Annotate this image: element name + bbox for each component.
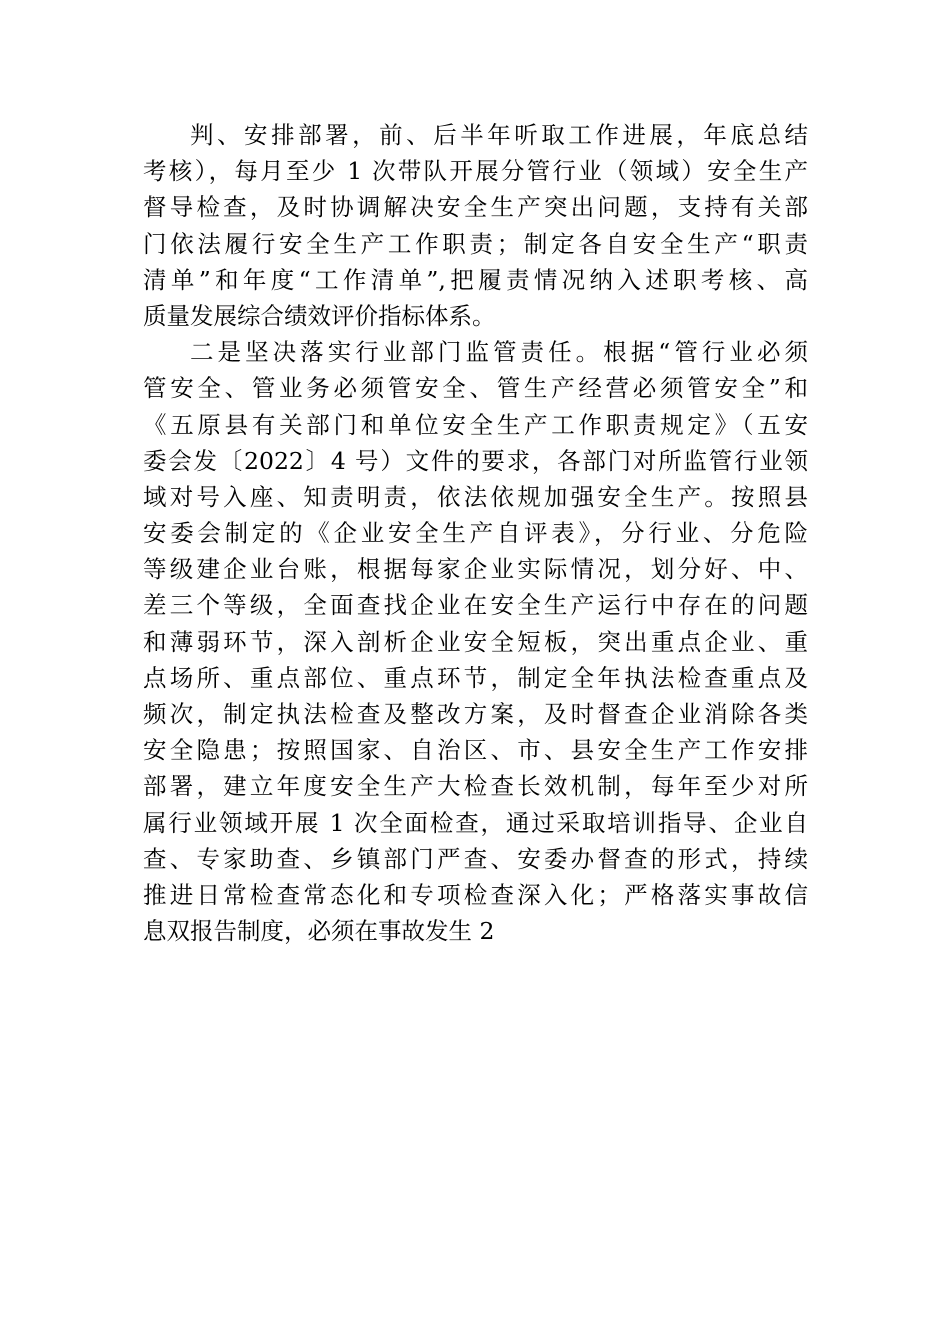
- text-line: 质量发展综合绩效评价指标体系。: [143, 301, 496, 330]
- text-line: 委会发〔2022〕4 号）文件的要求，各部门对所监管行业领: [143, 446, 808, 475]
- text-line: 推进日常检查常态化和专项检查深入化；严格落实事故信: [143, 880, 808, 909]
- text-line: 门依法履行安全生产工作职责；制定各自安全生产“职责: [143, 229, 808, 258]
- text-line: 等级建企业台账，根据每家企业实际情况，划分好、中、: [143, 555, 808, 584]
- text-line: 查、专家助查、乡镇部门严查、安委办督查的形式，持续: [143, 844, 808, 873]
- text-line: 考核），每月至少 1 次带队开展分管行业（领域）安全生产: [143, 157, 808, 186]
- paragraph-2: [143, 334, 808, 949]
- text-line: 清单”和年度“工作清单”,把履责情况纳入述职考核、高: [143, 265, 808, 294]
- text-line: 管安全、管业务必须管安全、管生产经营必须管安全”和: [143, 374, 808, 403]
- paragraph-1: [143, 117, 808, 334]
- text-line: 属行业领域开展 1 次全面检查，通过采取培训指导、企业自: [143, 808, 808, 837]
- text-line: 督导检查，及时协调解决安全生产突出问题，支持有关部: [143, 193, 808, 222]
- text-line: 息双报告制度，必须在事故发生 2: [143, 917, 495, 946]
- text-line: 部署，建立年度安全生产大检查长效机制，每年至少对所: [143, 772, 808, 801]
- text-line: 判、安排部署，前、后半年听取工作进展，年底总结: [190, 121, 808, 149]
- text-line: 和薄弱环节，深入剖析企业安全短板，突出重点企业、重: [143, 627, 808, 656]
- text-line: 安全隐患；按照国家、自治区、市、县安全生产工作安排: [143, 736, 808, 765]
- text-line: 安委会制定的《企业安全生产自评表》，分行业、分危险: [143, 519, 808, 548]
- text-line: 《五原县有关部门和单位安全生产工作职责规定》（五安: [143, 410, 808, 439]
- text-line: 域对号入座、知责明责，依法依规加强安全生产。按照县: [143, 482, 808, 511]
- text-line: 频次，制定执法检查及整改方案，及时督查企业消除各类: [143, 700, 808, 728]
- body-text: [143, 117, 808, 949]
- text-line: 二是坚决落实行业部门监管责任。根据“管行业必须: [190, 338, 808, 367]
- text-line: 点场所、重点部位、重点环节，制定全年执法检查重点及: [143, 663, 808, 692]
- text-line: 差三个等级，全面查找企业在安全生产运行中存在的问题: [143, 591, 808, 620]
